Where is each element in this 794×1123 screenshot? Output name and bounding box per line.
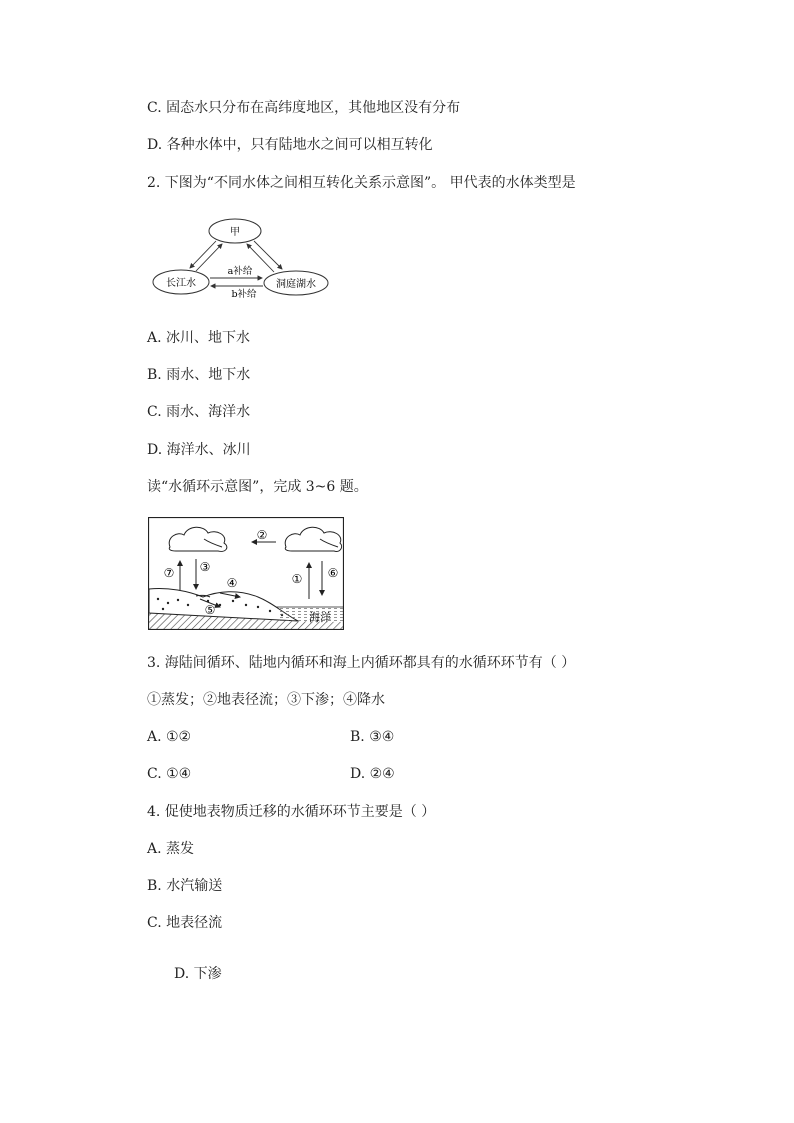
intro-3-6: 读“水循环示意图”，完成 3~6 题。 <box>147 479 368 495</box>
label-6: ⑥ <box>327 566 339 580</box>
q3-option-b: B. ③④ <box>350 729 395 745</box>
q3-option-d: D. ②④ <box>350 766 395 782</box>
q4-option-d: D. 下渗 <box>174 966 222 982</box>
label-5: ⑤ <box>204 603 216 617</box>
ocean-label: 海洋 <box>309 611 331 624</box>
label-7: ⑦ <box>163 566 175 580</box>
label-3: ③ <box>199 560 211 574</box>
q4-option-a: A. 蒸发 <box>147 841 195 857</box>
arrow-a-label: a补给 <box>227 266 253 277</box>
q4-option-c: C. 地表径流 <box>147 915 223 931</box>
q2-option-c: C. 雨水、海洋水 <box>147 404 251 420</box>
node-top-label: 甲 <box>230 227 240 238</box>
q2-option-b: B. 雨水、地下水 <box>147 367 251 383</box>
q3-option-a: A. ①② <box>147 729 192 745</box>
arrow-b-label: b补给 <box>231 289 257 300</box>
q2-option-d: D. 海洋水、冰川 <box>147 442 251 458</box>
q1-option-d: D. 各种水体中，只有陆地水之间可以相互转化 <box>147 137 433 153</box>
q3-choices: ①蒸发；②地表径流；③下渗；④降水 <box>147 692 385 708</box>
q3-stem: 3. 海陆间循环、陆地内循环和海上内循环都具有的水循环环节有（ ） <box>147 655 576 671</box>
label-2: ② <box>256 528 268 542</box>
q4-stem: 4. 促使地表物质迁移的水循环环节主要是（ ） <box>147 804 436 820</box>
q1-option-c: C. 固态水只分布在高纬度地区，其他地区没有分布 <box>147 100 461 116</box>
q2-option-a: A. 冰川、地下水 <box>147 330 251 346</box>
water-cycle-diagram <box>148 517 344 630</box>
q3-option-c: C. ①④ <box>147 766 192 782</box>
q2-stem: 2. 下图为“不同水体之间相互转化关系示意图”。 甲代表的水体类型是 <box>147 175 576 191</box>
label-1: ① <box>291 572 303 586</box>
label-4: ④ <box>226 576 238 590</box>
q4-option-b: B. 水汽输送 <box>147 878 223 894</box>
node-left-label: 长江水 <box>166 278 196 289</box>
node-right-label: 洞庭湖水 <box>276 279 316 290</box>
q2-conversion-diagram <box>148 216 333 304</box>
